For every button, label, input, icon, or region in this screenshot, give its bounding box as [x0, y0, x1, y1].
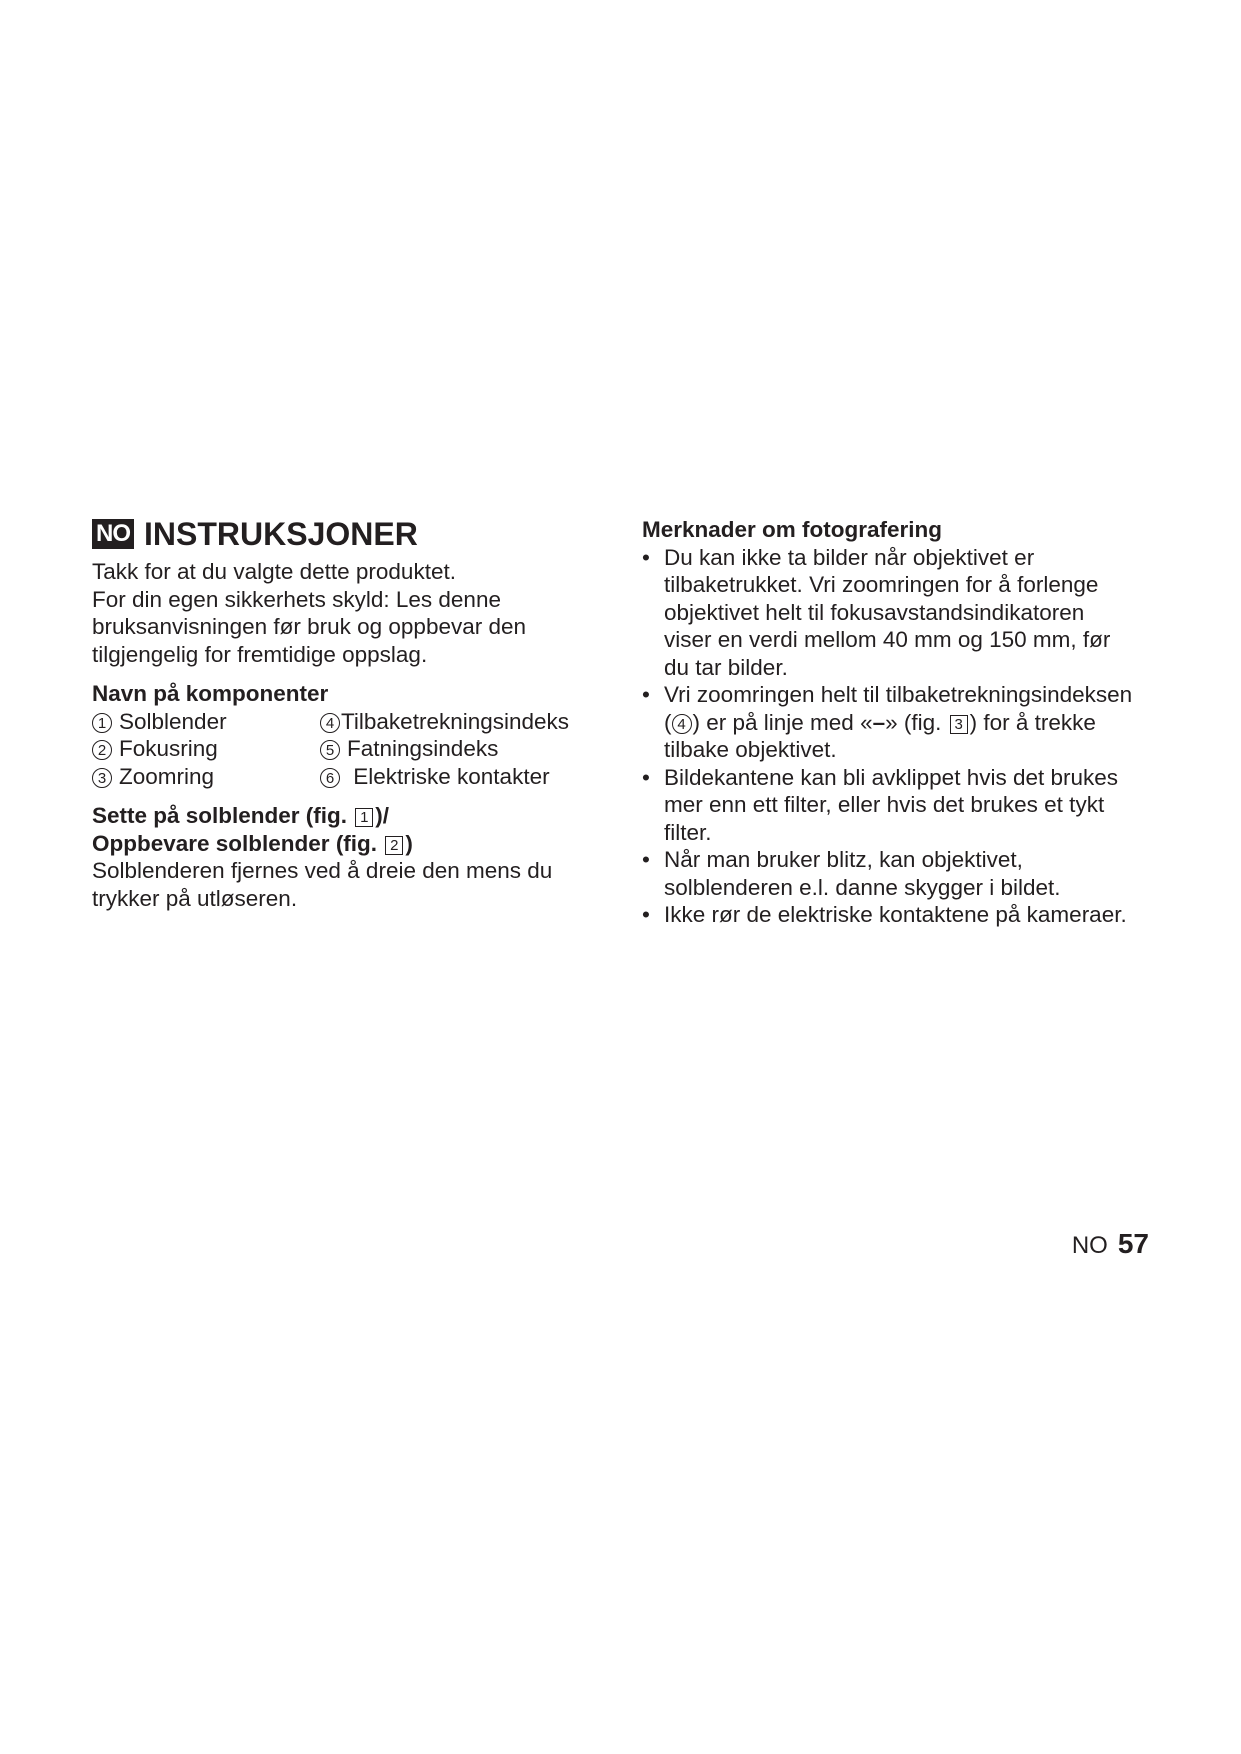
page-footer	[1072, 1228, 1149, 1260]
number-5-icon: 5	[320, 740, 340, 760]
list-item: • Bildekantene kan bli avklippet hvis det brukes mer enn ett filter, eller hvis det brukes et tykt filter.	[642, 764, 1162, 847]
footer-lang: NO	[1071, 1232, 1108, 1259]
component-item: 5 Fatningsindeks	[320, 735, 580, 763]
page-number: 57	[1117, 1228, 1149, 1259]
component-item: 3 Zoomring	[92, 763, 320, 791]
notes-heading: Merknader om fotografering	[642, 517, 943, 542]
component-item: 1 Solblender	[92, 708, 320, 736]
component-item: 6 Elektriske kontakter	[320, 763, 580, 791]
component-item: 2 Fokusring	[92, 735, 320, 763]
list-item: • Ikke rør de elektriske kontaktene på kameraer.	[642, 901, 1162, 929]
hood-attach-heading: Sette på solblender (fig. 1 )/	[92, 803, 390, 828]
fig-2-box: 2	[385, 836, 403, 855]
notes-list	[642, 544, 1162, 929]
intro-line: bruksanvisningen før bruk og oppbevar den	[92, 614, 527, 639]
hood-store-heading: Oppbevare solblender (fig. 2 )	[92, 830, 413, 856]
list-item: • Når man bruker blitz, kan objektivet, solblenderen e.l. danne skygger i bildet.	[642, 846, 1162, 901]
hood-text: Solblenderen fjernes ved å dreie den mens du	[92, 858, 553, 883]
language-badge: NO	[92, 519, 134, 549]
page-title: INSTRUKSJONER	[144, 515, 418, 552]
intro-line: tilgjengelig for fremtidige oppslag.	[92, 641, 428, 667]
number-1-icon: 1	[92, 713, 112, 733]
components-heading: Navn på komponenter	[92, 681, 329, 706]
number-6-icon: 6	[320, 768, 340, 788]
number-4-icon: 4	[672, 714, 692, 734]
title-row	[92, 514, 612, 554]
list-item: • Du kan ikke ta bilder når objektivet er tilbaketrukket. Vri zoomringen for å forlenge objektivet helt til fokusavstandsindikatoren viser en verdi mellom 40 mm og 150 mm, før du tar bilder.	[642, 544, 1162, 682]
number-2-icon: 2	[92, 740, 112, 760]
component-item: 4 Tilbaketrekningsindeks	[320, 708, 580, 736]
components-list	[92, 708, 612, 791]
intro-line: For din egen sikkerhets skyld: Les denne	[92, 586, 501, 612]
dash-symbol: –	[872, 709, 886, 735]
fig-1-box: 1	[355, 808, 373, 827]
list-item: • Vri zoomringen helt til tilbaketrekningsindeksen ( 4 ) er på linje med «–» (fig. 3 ) for å trekke tilbake objektivet.	[642, 681, 1162, 764]
hood-text: trykker på utløseren.	[92, 885, 298, 911]
number-4-icon: 4	[320, 713, 340, 733]
left-column	[92, 514, 612, 912]
number-3-icon: 3	[92, 768, 112, 788]
right-column	[642, 516, 1162, 929]
intro-line: Takk for at du valgte dette produktet.	[92, 559, 456, 584]
fig-3-box: 3	[950, 715, 968, 734]
